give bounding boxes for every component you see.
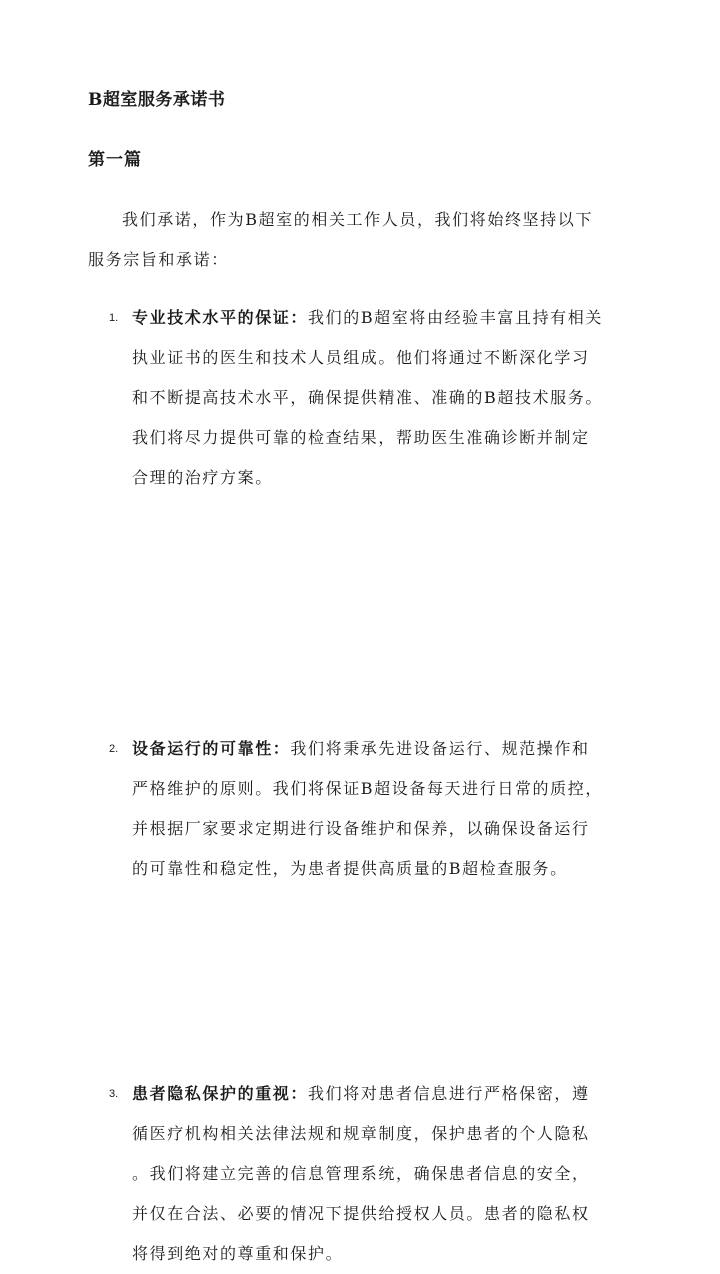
- list-item-number: 3.: [109, 1088, 119, 1100]
- list-item-line: 并仅在合法、必要的情况下提供给授权人员。患者的隐私权: [132, 1204, 590, 1223]
- list-item-line: 我们将尽力提供可靠的检查结果，帮助医生准确诊断并制定: [132, 428, 590, 447]
- intro-line: 服务宗旨和承诺：: [88, 250, 229, 269]
- list-item: [88, 298, 633, 498]
- list-item-text: 我们将对患者信息进行严格保密，遵: [308, 1084, 590, 1103]
- intro-line: 我们承诺，作为B超室的相关工作人员，我们将始终坚持以下: [122, 210, 593, 229]
- list-item-line: 严格维护的原则。我们将保证B超设备每天进行日常的质控，: [132, 779, 603, 798]
- list-item: [88, 1074, 633, 1274]
- list-item-line: 。我们将建立完善的信息管理系统，确保患者信息的安全，: [132, 1164, 590, 1183]
- list-item-first-line: [132, 1074, 633, 1114]
- list-item-line: 的可靠性和稳定性，为患者提供高质量的B超检查服务。: [132, 859, 568, 878]
- list-item-body: [132, 1074, 633, 1274]
- list-item-text: 我们的B超室将由经验丰富且持有相关: [308, 308, 603, 327]
- document-title: B超室服务承诺书: [88, 90, 226, 110]
- section-title: 第一篇: [88, 150, 142, 170]
- list-item: [88, 729, 633, 889]
- list-item-line: 并根据厂家要求定期进行设备维护和保养，以确保设备运行: [132, 819, 590, 838]
- list-item-first-line: [132, 729, 633, 769]
- list-item-first-line: [132, 298, 633, 338]
- list-item-heading: 患者隐私保护的重视：: [132, 1084, 309, 1103]
- list-item-text: 我们将秉承先进设备运行、规范操作和: [290, 739, 590, 758]
- list-item-number: 1.: [109, 312, 119, 324]
- list-item-heading: 设备运行的可靠性：: [132, 739, 291, 758]
- list-item-line: 将得到绝对的尊重和保护。: [132, 1244, 344, 1263]
- list-item-line: 和不断提高技术水平，确保提供精准、准确的B超技术服务。: [132, 388, 603, 407]
- intro-paragraph: [88, 200, 633, 280]
- list-item-body: [132, 729, 633, 889]
- list-item-body: [132, 298, 633, 498]
- list-item-heading: 专业技术水平的保证：: [132, 308, 309, 327]
- list-item-number: 2.: [109, 743, 119, 755]
- list-item-line: 执业证书的医生和技术人员组成。他们将通过不断深化学习: [132, 348, 590, 367]
- list-item-line: 循医疗机构相关法律法规和规章制度，保护患者的个人隐私: [132, 1124, 590, 1143]
- list-item-line: 合理的治疗方案。: [132, 468, 273, 487]
